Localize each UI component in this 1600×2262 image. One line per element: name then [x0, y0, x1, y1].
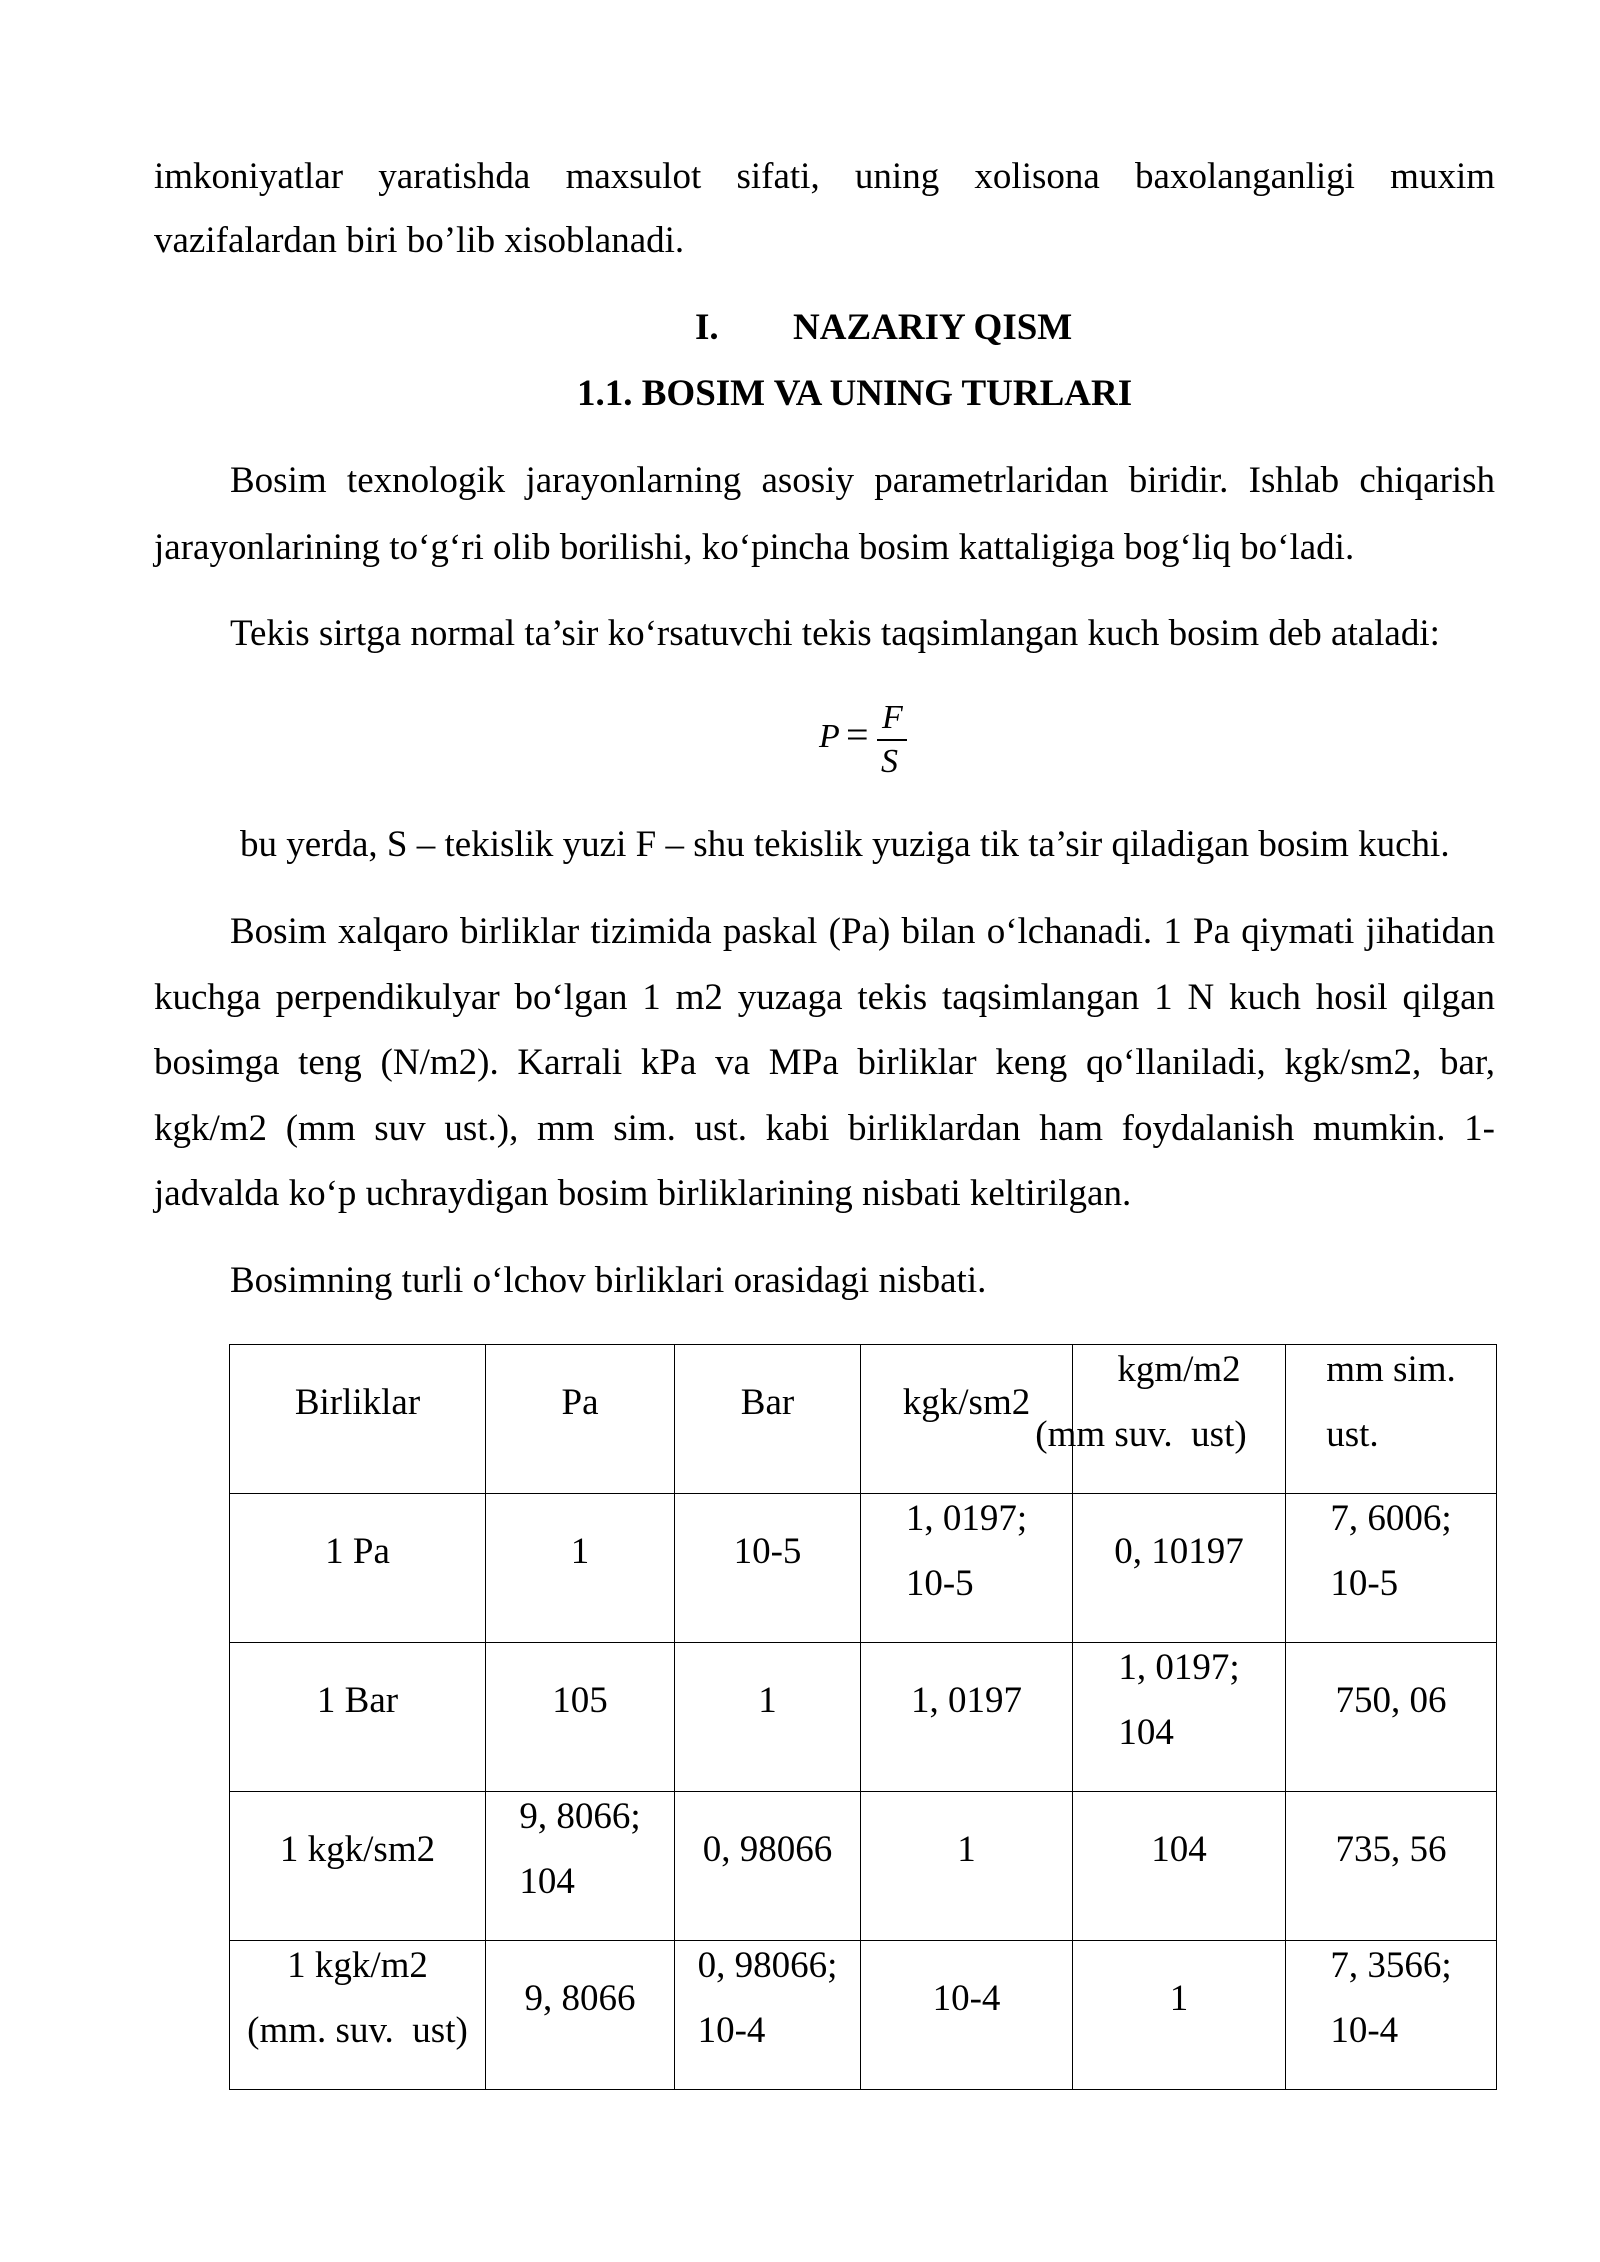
cell-text: 735, 56: [1335, 1828, 1447, 1870]
cell-text: 1 kgk/sm2: [279, 1828, 436, 1870]
cell-stack: [906, 1486, 1027, 1616]
table-cell: [675, 1941, 861, 2090]
cell-text: 1: [1169, 1977, 1189, 2019]
cell-stack: [247, 1933, 468, 2063]
cell-text: 1 Pa: [325, 1530, 390, 1572]
cell-text: 10-4: [1330, 2010, 1399, 2051]
cell-stack: [1118, 1635, 1239, 1765]
cell-stack: [1330, 1933, 1451, 2063]
formula-equals: =: [846, 712, 869, 757]
cell-text: 10-4: [697, 2010, 766, 2051]
cell-text: 9, 8066: [524, 1977, 636, 2019]
paragraph-line: bu yerda, S – tekislik yuzi F – shu tekislik yuziga tik ta’sir qiladigan bosim kuchi.: [240, 824, 1450, 865]
table-cell: [1073, 1792, 1286, 1941]
table-cell: [1286, 1792, 1497, 1941]
cell-text: mm sim.: [1326, 1349, 1456, 1390]
cell-text: (mm suv. ust): [1035, 1414, 1247, 1455]
table-cell: [1073, 1941, 1286, 2090]
table-caption: Bosimning turli o‘lchov birliklari orasidagi nisbati.: [230, 1260, 987, 1301]
paragraph-line: bosimga teng (N/m2). Karrali kPa va MPa birliklar keng qo‘llaniladi, kgk/sm2, bar,: [154, 1042, 1495, 1083]
table-cell: [1286, 1494, 1497, 1643]
table-header-cell: [1286, 1345, 1497, 1494]
table-cell: [230, 1494, 486, 1643]
paragraph-line: jarayonlarining to‘g‘ri olib borilishi, ko‘pincha bosim kattaligiga bog‘liq bo‘ladi.: [154, 527, 1355, 568]
units-table: [229, 1344, 1497, 2090]
table-cell: [861, 1792, 1073, 1941]
cell-text: 105: [552, 1679, 608, 1721]
table-header-cell: [675, 1345, 861, 1494]
cell-text: 1: [570, 1530, 590, 1572]
table-cell: [861, 1494, 1073, 1643]
cell-text: 7, 3566;: [1330, 1945, 1452, 1986]
table-cell: [486, 1792, 675, 1941]
cell-text: 10-5: [1330, 1563, 1399, 1604]
paragraph-line: jadvalda ko‘p uchraydigan bosim birliklarining nisbati keltirilgan.: [154, 1173, 1132, 1214]
formula-lhs: P: [819, 718, 840, 755]
cell-stack: [1035, 1337, 1284, 1467]
fraction-bar: [877, 739, 907, 741]
paragraph-line: kuchga perpendikulyar bo‘lgan 1 m2 yuzaga tekis taqsimlangan 1 N kuch hosil qilgan: [154, 977, 1495, 1018]
section-number: I.: [695, 307, 719, 348]
table-cell: [1286, 1643, 1497, 1792]
cell-text: 1, 0197;: [905, 1498, 1028, 1539]
paragraph-line: Bosim texnologik jarayonlarning asosiy parametrlaridan biridir. Ishlab chiqarish: [230, 460, 1495, 501]
cell-text: 1: [758, 1679, 777, 1721]
cell-text: 0, 10197: [1114, 1530, 1244, 1572]
cell-text: Bar: [740, 1381, 795, 1423]
cell-text: 1, 0197;: [1118, 1647, 1240, 1688]
cell-stack: [698, 1933, 838, 2063]
table-cell: [486, 1941, 675, 2090]
table-header-cell: [1035, 1345, 1286, 1494]
cell-text: 0, 98066;: [697, 1945, 838, 1986]
cell-text: Birliklar: [294, 1381, 421, 1423]
cell-text: 104: [1151, 1828, 1207, 1870]
cell-text: 7, 6006;: [1330, 1498, 1452, 1539]
cell-text: 0, 98066: [702, 1828, 833, 1870]
formula-numerator: F: [882, 699, 903, 736]
table-cell: [230, 1792, 486, 1941]
cell-text: (mm. suv. ust): [247, 2010, 468, 2051]
cell-text: kgk/sm2: [902, 1381, 1031, 1423]
cell-text: ust.: [1326, 1414, 1379, 1455]
table-cell: [1073, 1494, 1286, 1643]
cell-text: 10-5: [905, 1563, 974, 1604]
intro-line: imkoniyatlar yaratishda maxsulot sifati, uning xolisona baxolanganligi muxim: [154, 156, 1495, 197]
cell-stack: [519, 1784, 640, 1914]
table-cell: [675, 1792, 861, 1941]
paragraph-line: Bosim xalqaro birliklar tizimida paskal (Pa) bilan o‘lchanadi. 1 Pa qiymati jihatidan: [230, 911, 1495, 952]
table-cell: [1073, 1643, 1286, 1792]
cell-text: 1, 0197: [911, 1679, 1022, 1721]
table-cell: [861, 1643, 1073, 1792]
table-cell: [861, 1941, 1073, 2090]
paragraph-line: Tekis sirtga normal ta’sir ko‘rsatuvchi tekis taqsimlangan kuch bosim deb ataladi:: [230, 613, 1440, 654]
cell-text: 104: [1118, 1712, 1174, 1753]
table-cell: [486, 1494, 675, 1643]
table-cell: [1286, 1941, 1497, 2090]
intro-line: vazifalardan biri bo’lib xisoblanadi.: [154, 220, 685, 261]
cell-stack: [1326, 1337, 1456, 1467]
paragraph-line: kgk/m2 (mm suv ust.), mm sim. ust. kabi birliklardan ham foydalanish mumkin. 1-: [154, 1108, 1495, 1149]
cell-text: 104: [519, 1861, 575, 1902]
cell-text: 10-5: [733, 1530, 802, 1572]
cell-text: 1: [957, 1828, 976, 1870]
cell-text: 10-4: [932, 1977, 1001, 2019]
subsection-title: 1.1. BOSIM VA UNING TURLARI: [577, 373, 1133, 414]
cell-text: 9, 8066;: [519, 1796, 641, 1837]
cell-text: 1 Bar: [316, 1679, 399, 1721]
cell-text: 750, 06: [1335, 1679, 1447, 1721]
cell-text: Pa: [561, 1381, 599, 1423]
table-header-cell: [230, 1345, 486, 1494]
table-cell: [675, 1643, 861, 1792]
formula-denominator: S: [881, 743, 898, 780]
cell-text: kgm/m2: [1117, 1349, 1241, 1390]
table-header-cell: [486, 1345, 675, 1494]
cell-stack: [1330, 1486, 1451, 1616]
section-title: NAZARIY QISM: [793, 307, 1073, 348]
cell-text: 1 kgk/m2: [287, 1945, 428, 1986]
table-cell: [230, 1643, 486, 1792]
table-cell: [230, 1941, 486, 2090]
table-cell: [675, 1494, 861, 1643]
table-cell: [486, 1643, 675, 1792]
